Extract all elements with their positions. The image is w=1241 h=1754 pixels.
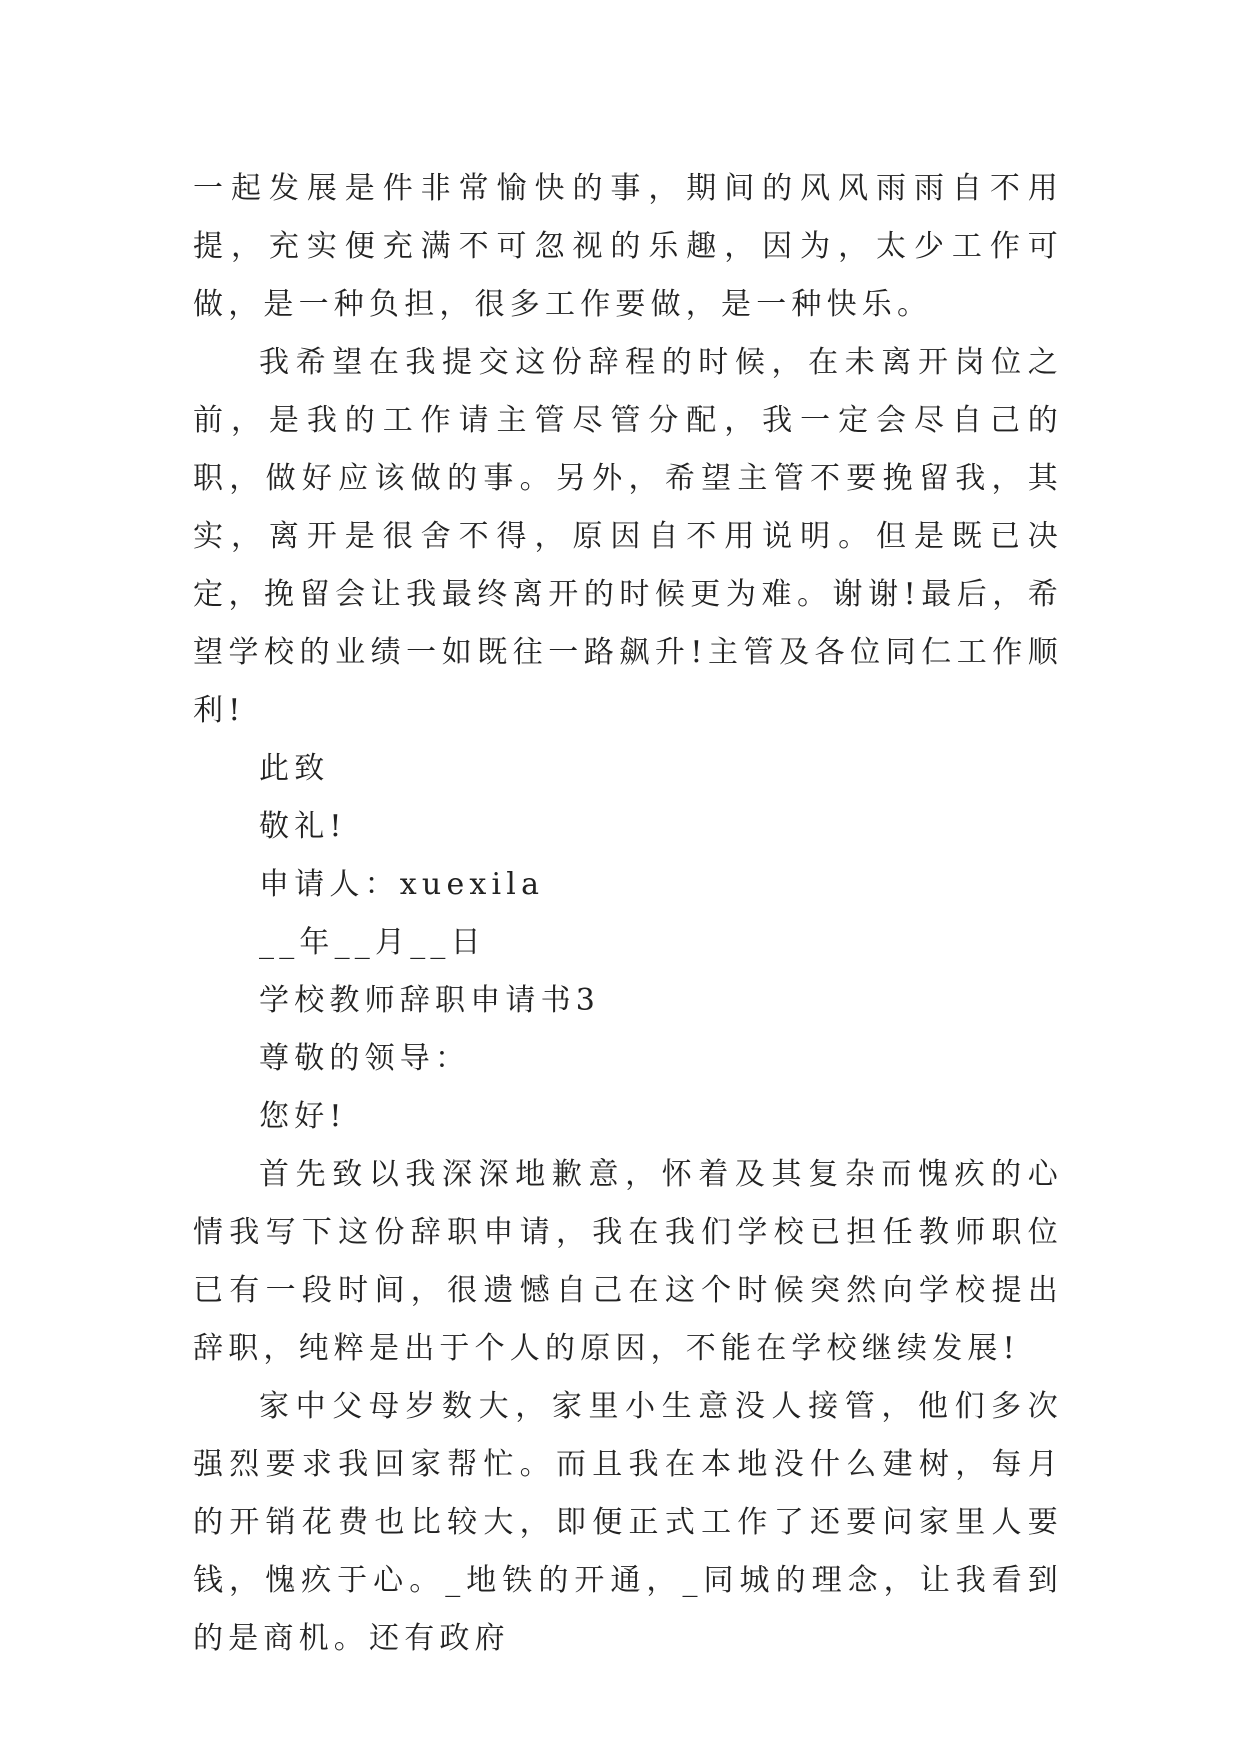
greeting-addressee: 尊敬的领导： [259,1041,471,1076]
section-title: 学校教师辞职申请书3 [259,983,601,1018]
paragraph-apology: 首先致以我深深地歉意，怀着及其复杂而愧疚的心情我写下这份辞职申请，我在我们学校已担任教师职位已有一段时间，很遗憾自己在这个时候突然向学校提出辞职，纯粹是出于个人的原因，不能在学校继续发展! [193,1157,1063,1366]
closing-salutation: 此致 [259,751,330,786]
paragraph-farewell-request: 我希望在我提交这份辞程的时候，在未离开岗位之前，是我的工作请主管尽管分配，我一定会尽自己的职，做好应该做的事。另外，希望主管不要挽留我，其实，离开是很舍不得，原因自不用说明。但是既已决定，挽留会让我最终离开的时候更为难。谢谢!最后，希望学校的业绩一如既往一路飙升!主管及各位同仁工作顺利! [193,345,1063,728]
applicant-name: 申请人：xuexila [259,867,545,902]
date-line: __年__月__日 [259,925,486,960]
greeting-hello: 您好! [259,1099,347,1134]
closing-regards: 敬礼! [259,809,347,844]
paragraph-continuation: 一起发展是件非常愉快的事，期间的风风雨雨自不用提，充实便充满不可忽视的乐趣，因为，太少工作可做，是一种负担，很多工作要做，是一种快乐。 [193,171,1063,322]
paragraph-family-reason: 家中父母岁数大，家里小生意没人接管，他们多次强烈要求我回家帮忙。而且我在本地没什么建树，每月的开销花费也比较大，即便正式工作了还要问家里人要钱，愧疚于心。_地铁的开通，_同城的理念，让我看到的是商机。还有政府 [193,1389,1063,1656]
letter-body [193,160,1063,1668]
